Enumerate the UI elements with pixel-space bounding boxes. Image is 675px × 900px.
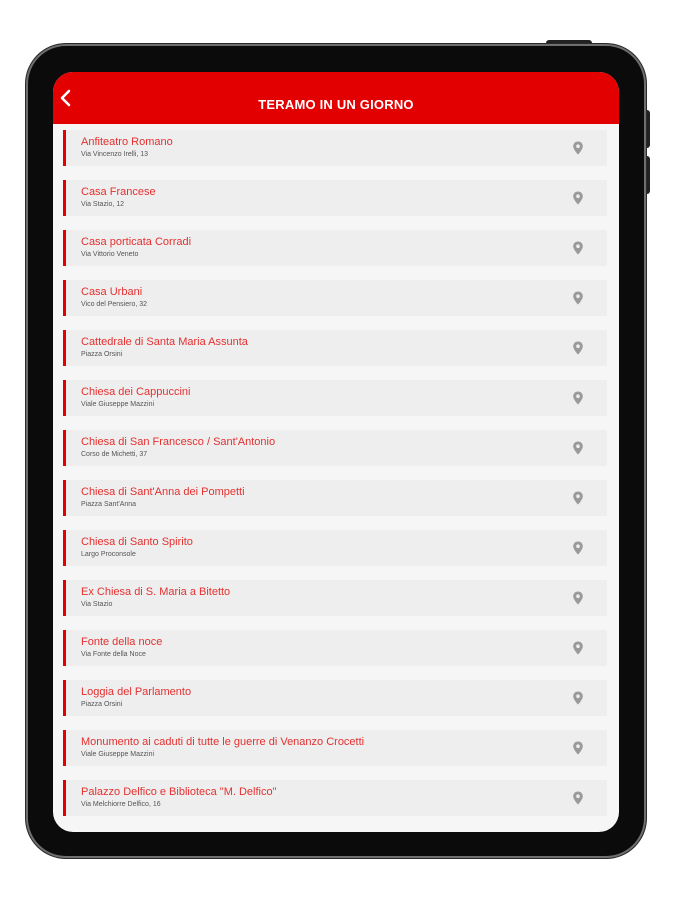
place-name: Casa porticata Corradi bbox=[81, 236, 192, 248]
place-address: Via Stazio, 12 bbox=[81, 201, 125, 208]
map-pin-icon[interactable] bbox=[572, 491, 584, 505]
place-address: Via Stazio bbox=[81, 601, 113, 608]
page-title: TERAMO IN UN GIORNO bbox=[258, 97, 414, 112]
place-address: Largo Proconsole bbox=[81, 551, 136, 558]
map-pin-icon[interactable] bbox=[572, 441, 584, 455]
place-name: Cattedrale di Santa Maria Assunta bbox=[81, 336, 248, 348]
place-name: Chiesa di San Francesco / Sant'Antonio bbox=[81, 436, 276, 448]
place-name: Chiesa dei Cappuccini bbox=[81, 386, 191, 398]
map-pin-icon[interactable] bbox=[572, 741, 584, 755]
map-pin-icon[interactable] bbox=[572, 541, 584, 555]
list-item[interactable] bbox=[63, 680, 607, 716]
place-address: Piazza Orsini bbox=[81, 351, 123, 358]
place-address: Piazza Orsini bbox=[81, 701, 123, 708]
list-item[interactable] bbox=[63, 380, 607, 416]
navigation-bar bbox=[53, 72, 619, 124]
list-item[interactable] bbox=[63, 280, 607, 316]
list-item[interactable] bbox=[63, 130, 607, 166]
place-name: Fonte della noce bbox=[81, 636, 163, 648]
map-pin-icon[interactable] bbox=[572, 141, 584, 155]
list-item[interactable] bbox=[63, 180, 607, 216]
place-address: Via Vittorio Veneto bbox=[81, 251, 139, 258]
map-pin-icon[interactable] bbox=[572, 341, 584, 355]
list-item[interactable] bbox=[63, 480, 607, 516]
places-list bbox=[63, 130, 607, 830]
place-address: Viale Giuseppe Mazzini bbox=[81, 401, 155, 408]
place-address: Piazza Sant'Anna bbox=[81, 501, 137, 508]
map-pin-icon[interactable] bbox=[572, 291, 584, 305]
place-name: Casa Francese bbox=[81, 186, 156, 198]
map-pin-icon[interactable] bbox=[572, 641, 584, 655]
map-pin-icon[interactable] bbox=[572, 591, 584, 605]
app-screen bbox=[53, 72, 619, 832]
place-name: Palazzo Delfico e Biblioteca "M. Delfico" bbox=[81, 786, 277, 798]
list-item[interactable] bbox=[63, 630, 607, 666]
list-item[interactable] bbox=[63, 230, 607, 266]
map-pin-icon[interactable] bbox=[572, 391, 584, 405]
map-pin-icon[interactable] bbox=[572, 241, 584, 255]
map-pin-icon[interactable] bbox=[572, 191, 584, 205]
place-name: Loggia del Parlamento bbox=[81, 686, 192, 698]
place-address: Corso de Michetti, 37 bbox=[81, 451, 148, 458]
place-address: Via Vincenzo Irelli, 13 bbox=[81, 151, 149, 158]
place-name: Anfiteatro Romano bbox=[81, 136, 173, 148]
place-address: Via Fonte della Noce bbox=[81, 651, 146, 658]
list-item[interactable] bbox=[63, 430, 607, 466]
list-item[interactable] bbox=[63, 580, 607, 616]
list-item[interactable] bbox=[63, 330, 607, 366]
place-name: Casa Urbani bbox=[81, 286, 143, 298]
place-name: Chiesa di Sant'Anna dei Pompetti bbox=[81, 486, 245, 498]
place-address: Viale Giuseppe Mazzini bbox=[81, 751, 155, 758]
map-pin-icon[interactable] bbox=[572, 791, 584, 805]
place-address: Via Melchiorre Delfico, 16 bbox=[81, 801, 161, 808]
place-address: Vico del Pensiero, 32 bbox=[81, 301, 148, 308]
place-name: Chiesa di Santo Spirito bbox=[81, 536, 193, 548]
place-name: Ex Chiesa di S. Maria a Bitetto bbox=[81, 586, 231, 598]
map-pin-icon[interactable] bbox=[572, 691, 584, 705]
list-item[interactable] bbox=[63, 780, 607, 816]
list-item[interactable] bbox=[63, 730, 607, 766]
list-item[interactable] bbox=[63, 530, 607, 566]
place-name: Monumento ai caduti di tutte le guerre di Venanzo Crocetti bbox=[81, 736, 365, 748]
